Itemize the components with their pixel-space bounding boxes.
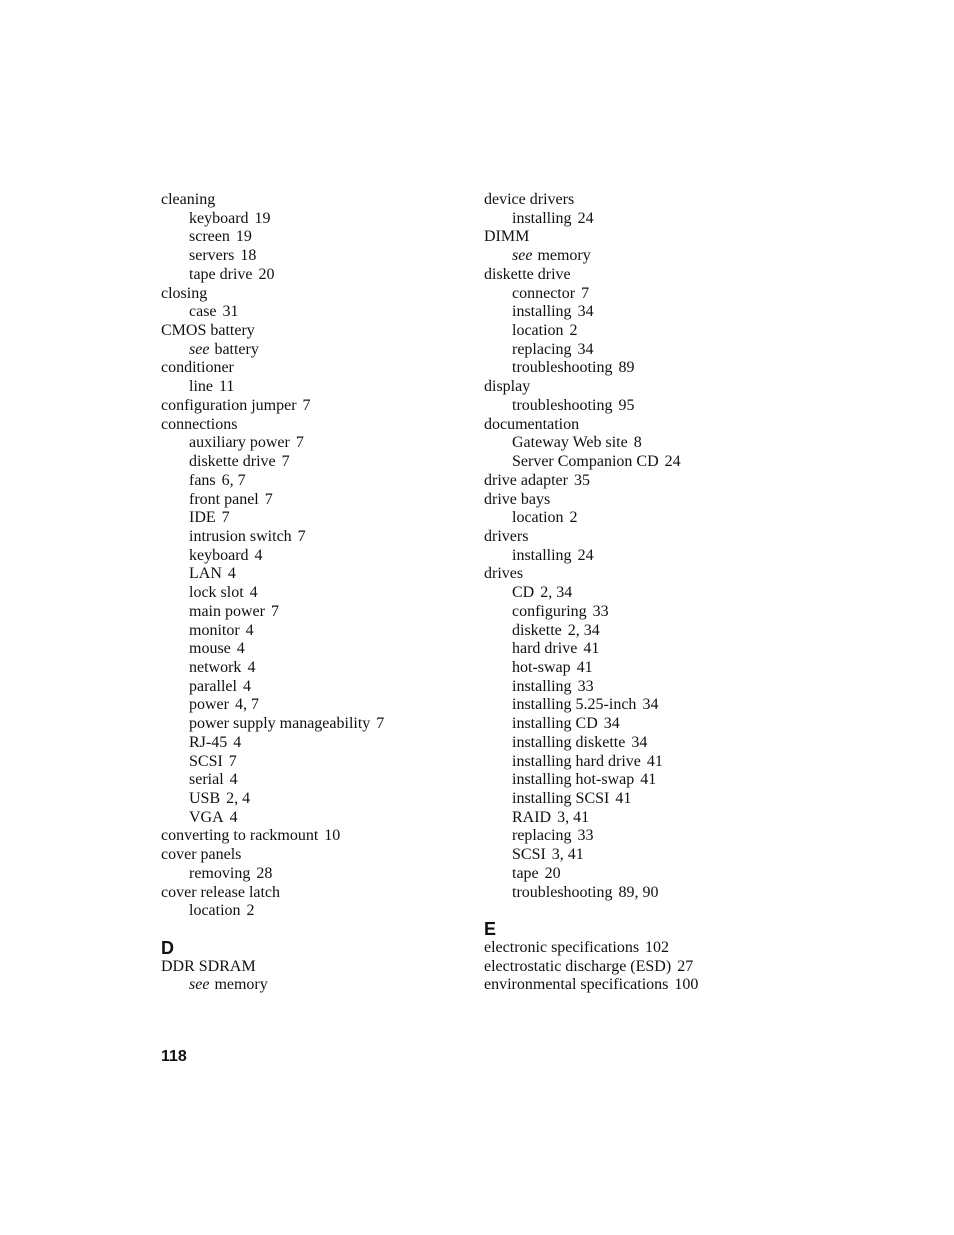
index-entry (484, 528, 784, 547)
index-term: diskette drive (484, 265, 571, 283)
index-term: diskette (512, 621, 562, 639)
page-reference: 7 (581, 284, 590, 302)
index-subentry (484, 715, 784, 734)
index-entry (161, 827, 461, 846)
index-subentry (484, 397, 784, 416)
index-column-right (484, 191, 784, 995)
page-reference: 35 (573, 471, 590, 489)
index-term: drive adapter (484, 471, 568, 489)
index-term: Gateway Web site (512, 434, 628, 452)
index-subentry (161, 771, 461, 790)
index-term: VGA (189, 808, 224, 826)
index-entry (484, 491, 784, 510)
index-term: serial (189, 771, 224, 789)
index-term: hard drive (512, 640, 578, 658)
index-term: tape (512, 864, 539, 882)
page-reference: 8 (633, 434, 642, 452)
index-term: location (512, 509, 564, 527)
page-reference: 10 (324, 827, 341, 845)
index-term: line (189, 378, 213, 396)
page-reference: 7 (270, 602, 279, 620)
index-term: IDE (189, 509, 216, 527)
see-reference-label: see (189, 340, 210, 358)
index-subentry (161, 547, 461, 566)
index-term: installing hot-swap (512, 771, 635, 789)
index-term: DDR SDRAM (161, 957, 256, 975)
index-term: cover release latch (161, 883, 281, 901)
page-reference: 7 (376, 715, 385, 733)
index-column-left (161, 191, 461, 995)
index-entry (161, 285, 461, 304)
page-reference: 41 (576, 658, 593, 676)
index-entry (161, 416, 461, 435)
index-subentry (484, 640, 784, 659)
index-term: connector (512, 284, 576, 302)
index-subentry (161, 453, 461, 472)
index-subentry (484, 809, 784, 828)
page-reference: 41 (640, 771, 657, 789)
page-reference: 7 (221, 509, 230, 527)
index-subentry (161, 491, 461, 510)
index-term: SCSI (512, 846, 546, 864)
page-reference: 4 (229, 771, 238, 789)
index-term: diskette drive (189, 453, 276, 471)
see-reference-label: see (512, 247, 533, 265)
page-reference: 20 (258, 265, 275, 283)
index-term: fans (189, 471, 216, 489)
index-term: keyboard (189, 546, 249, 564)
index-term: environmental specifications (484, 976, 669, 994)
index-entry (161, 958, 461, 977)
index-subentry (484, 603, 784, 622)
index-subentry (161, 584, 461, 603)
index-subentry (161, 622, 461, 641)
index-term: replacing (512, 827, 572, 845)
index-term: network (189, 658, 242, 676)
page-reference: 95 (618, 396, 635, 414)
page-reference: 7 (295, 434, 304, 452)
page-reference: 41 (646, 752, 663, 770)
page-reference: 7 (281, 453, 290, 471)
index-term: servers (189, 247, 235, 265)
index-entry (161, 397, 461, 416)
page-reference: 33 (592, 602, 609, 620)
index-entry (484, 976, 784, 995)
index-entry (484, 378, 784, 397)
index-term: lock slot (189, 584, 244, 602)
page-reference: 2 (569, 322, 578, 340)
page-reference: 19 (235, 228, 252, 246)
page-reference: 2 (246, 902, 255, 920)
index-term: troubleshooting (512, 359, 613, 377)
index-subentry (484, 659, 784, 678)
page-reference: 19 (254, 209, 271, 227)
index-entry (484, 939, 784, 958)
index-subentry (484, 584, 784, 603)
index-term: RAID (512, 808, 552, 826)
page-reference: 102 (645, 939, 670, 957)
index-term: RJ-45 (189, 733, 228, 751)
index-term: power supply manageability (189, 715, 371, 733)
index-subentry (161, 976, 461, 995)
page-reference: 4 (229, 808, 238, 826)
index-term: troubleshooting (512, 396, 613, 414)
index-subentry (484, 622, 784, 641)
page-reference: 11 (219, 378, 235, 396)
index-term: CMOS battery (161, 322, 255, 340)
page-reference: 7 (228, 752, 237, 770)
page-reference: 24 (577, 209, 594, 227)
index-subentry (484, 865, 784, 884)
page-reference: 3, 41 (551, 846, 584, 864)
index-subentry (484, 884, 784, 903)
page-reference: 7 (297, 527, 306, 545)
index-term: memory (537, 247, 591, 265)
index-term: installing 5.25-inch (512, 696, 637, 714)
page-reference: 2, 34 (540, 584, 573, 602)
index-term: drives (484, 565, 524, 583)
see-reference-label: see (189, 976, 210, 994)
index-term: converting to rackmount (161, 827, 319, 845)
index-subentry (161, 266, 461, 285)
page-reference: 2, 4 (226, 790, 251, 807)
index-term: Server Companion CD (512, 453, 659, 471)
index-entry (161, 846, 461, 865)
index-term: electrostatic discharge (ESD) (484, 957, 672, 975)
index-subentry (161, 472, 461, 491)
index-subentry (484, 453, 784, 472)
index-term: electronic specifications (484, 939, 640, 957)
index-term: CD (512, 584, 535, 602)
index-term: installing diskette (512, 733, 626, 751)
page-reference: 4 (227, 565, 236, 583)
index-term: intrusion switch (189, 527, 292, 545)
page-reference: 2 (569, 509, 578, 527)
index-term: installing (512, 677, 572, 695)
index-term: installing CD (512, 715, 598, 733)
index-term: USB (189, 790, 221, 807)
index-subentry (161, 210, 461, 229)
page-reference: 24 (664, 453, 681, 471)
index-term: installing (512, 303, 572, 321)
page-reference: 33 (577, 677, 594, 695)
page-reference: 7 (264, 490, 273, 508)
index-subentry (161, 509, 461, 528)
page-number: 118 (161, 1048, 187, 1065)
index-term: troubleshooting (512, 883, 613, 901)
page-reference: 100 (674, 976, 699, 994)
page-reference: 28 (256, 864, 273, 882)
index-term: configuring (512, 602, 587, 620)
index-subentry (484, 434, 784, 453)
index-term: removing (189, 864, 251, 882)
index-term: installing (512, 209, 572, 227)
page-reference: 89, 90 (618, 883, 659, 901)
index-term: battery (214, 340, 259, 358)
page-reference: 2, 34 (567, 621, 600, 639)
index-entry (161, 191, 461, 210)
page-reference: 18 (240, 247, 257, 265)
index-entry (484, 228, 784, 247)
index-entry (484, 266, 784, 285)
index-term: case (189, 303, 217, 321)
index-subentry (484, 696, 784, 715)
index-subentry (161, 341, 461, 360)
index-entry (484, 416, 784, 435)
page-reference: 34 (577, 340, 594, 358)
page-reference: 27 (677, 957, 694, 975)
index-term: configuration jumper (161, 396, 297, 414)
index-subentry (161, 228, 461, 247)
index-term: connections (161, 415, 238, 433)
page-reference: 34 (577, 303, 594, 321)
page-reference: 4 (254, 546, 263, 564)
page-reference: 34 (631, 733, 648, 751)
index-subentry (161, 434, 461, 453)
index-entry (161, 359, 461, 378)
index-subentry (161, 678, 461, 697)
index-subentry (484, 359, 784, 378)
index-term: display (484, 378, 531, 396)
index-term: front panel (189, 490, 259, 508)
page-reference: 24 (577, 546, 594, 564)
page-reference: 41 (583, 640, 600, 658)
page-reference: 33 (577, 827, 594, 845)
index-term: documentation (484, 415, 580, 433)
index-term: device drivers (484, 191, 575, 208)
index-term: parallel (189, 677, 237, 695)
page-reference: 7 (302, 396, 311, 414)
index-term: keyboard (189, 209, 249, 227)
page-reference: 34 (603, 715, 620, 733)
index-entry (161, 884, 461, 903)
page-reference: 4 (249, 584, 258, 602)
index-subentry (484, 846, 784, 865)
index-term: installing (512, 546, 572, 564)
index-subentry (484, 285, 784, 304)
index-subentry (161, 790, 461, 809)
index-term: DIMM (484, 228, 530, 246)
page-reference: 4 (247, 658, 256, 676)
index-term: screen (189, 228, 230, 246)
index-subentry (161, 378, 461, 397)
section-letter: D (161, 938, 174, 959)
index-subentry (161, 734, 461, 753)
page-reference: 4, 7 (234, 696, 259, 714)
index-subentry (484, 547, 784, 566)
index-subentry (161, 659, 461, 678)
index-term: drive bays (484, 490, 551, 508)
index-subentry (161, 865, 461, 884)
index-term: replacing (512, 340, 572, 358)
index-term: auxiliary power (189, 434, 290, 452)
index-term: tape drive (189, 265, 253, 283)
page-reference: 3, 41 (557, 808, 590, 826)
index-subentry (484, 753, 784, 772)
index-subentry (484, 734, 784, 753)
index-subentry (484, 322, 784, 341)
index-entry (484, 191, 784, 210)
index-subentry (161, 247, 461, 266)
index-subentry (484, 771, 784, 790)
page-reference: 89 (618, 359, 635, 377)
index-subentry (161, 528, 461, 547)
index-term: LAN (189, 565, 222, 583)
index-term: SCSI (189, 752, 223, 770)
index-subentry (484, 790, 784, 809)
index-term: location (189, 902, 241, 920)
index-subentry (484, 678, 784, 697)
index-subentry (161, 902, 461, 921)
index-term: conditioner (161, 359, 234, 377)
page-reference: 4 (233, 733, 242, 751)
index-subentry (484, 303, 784, 322)
page-reference: 6, 7 (221, 471, 246, 489)
index-term: installing SCSI (512, 790, 610, 807)
index-term: location (512, 322, 564, 340)
index-term: memory (214, 976, 268, 994)
index-subentry (161, 565, 461, 584)
index-subentry (161, 696, 461, 715)
page-reference: 20 (544, 864, 561, 882)
page-reference: 4 (242, 677, 251, 695)
index-term: hot-swap (512, 658, 571, 676)
index-entry (161, 322, 461, 341)
index-entry (484, 565, 784, 584)
index-term: drivers (484, 527, 529, 545)
index-term: cleaning (161, 191, 216, 208)
index-term: monitor (189, 621, 240, 639)
index-entry (484, 472, 784, 491)
index-subentry (161, 640, 461, 659)
index-term: cover panels (161, 846, 242, 864)
index-term: installing hard drive (512, 752, 641, 770)
index-subentry (161, 603, 461, 622)
index-term: main power (189, 602, 265, 620)
index-term: power (189, 696, 229, 714)
index-entry (484, 958, 784, 977)
index-subentry (484, 341, 784, 360)
index-subentry (161, 753, 461, 772)
index-term: mouse (189, 640, 231, 658)
page-reference: 4 (245, 621, 254, 639)
section-letter: E (484, 919, 497, 940)
page-reference: 4 (236, 640, 245, 658)
index-term: closing (161, 284, 208, 302)
index-subentry (484, 509, 784, 528)
index-subentry (161, 303, 461, 322)
index-subentry (484, 247, 784, 266)
index-subentry (484, 827, 784, 846)
index-subentry (484, 210, 784, 229)
page-reference: 41 (615, 790, 632, 807)
page-reference: 31 (222, 303, 239, 321)
index-subentry (161, 809, 461, 828)
index-subentry (161, 715, 461, 734)
page-reference: 34 (642, 696, 659, 714)
